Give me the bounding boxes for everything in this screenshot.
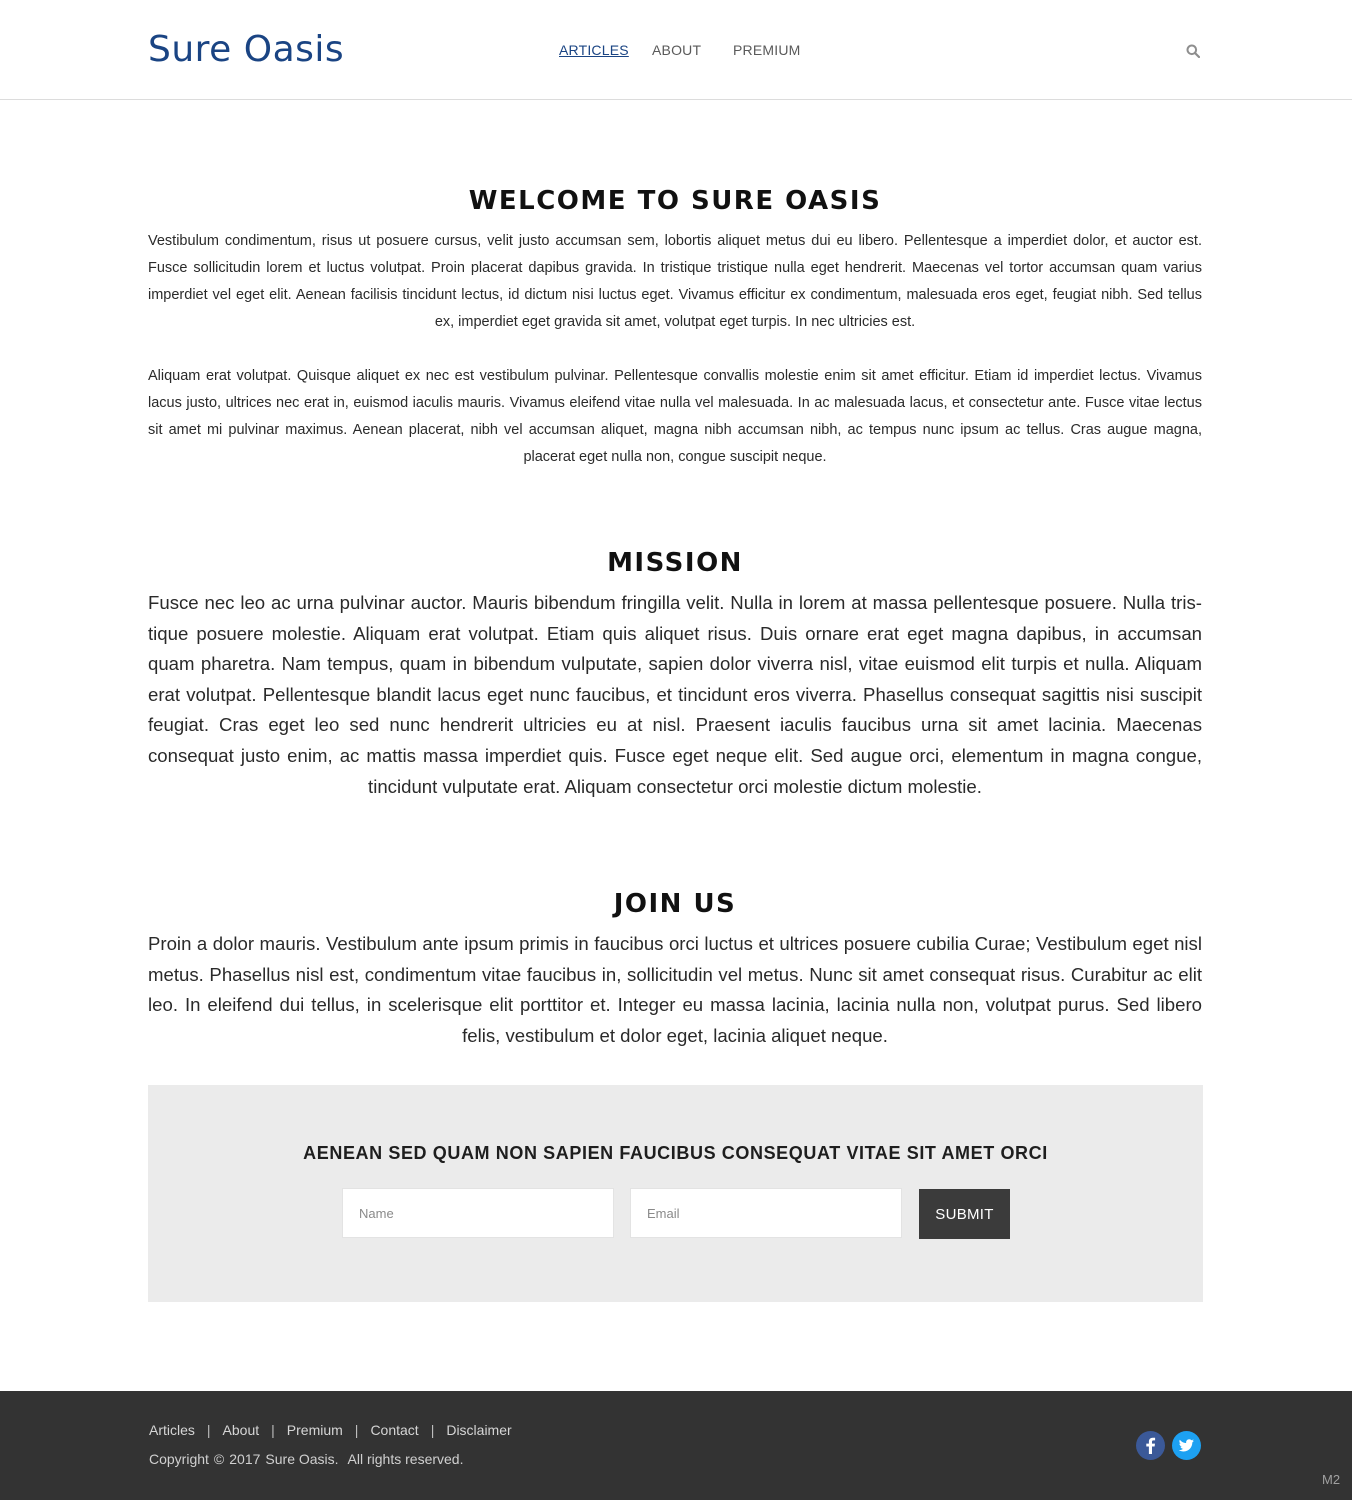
join-title: JOIN US — [613, 889, 737, 919]
footer-link-contact[interactable]: Contact — [370, 1422, 419, 1438]
search-icon[interactable] — [1186, 44, 1200, 58]
signup-panel — [148, 1085, 1203, 1302]
submit-button[interactable]: SUBMIT — [919, 1189, 1010, 1239]
footer-link-disclaimer[interactable]: Disclaimer — [446, 1422, 512, 1438]
mission-title: MISSION — [607, 548, 743, 578]
join-paragraph: Proin a dolor mauris. Vestibulum ante ipsum primis in faucibus orci luctus et ultrices posuere cubilia Curae; Vestibulum eget nisl metus. Phasellus nisl est, condimentum vitae faucibus in, sollicitudin vel metus. Nunc sit amet consequat risus. Curabitur ac elit leo. In eleifend dui tellus, in scelerisque elit porttitor et. Integer eu massa lacinia, lacinia nulla non, volutpat purus. Sed libero felis, vestibulum et dolor eget, lacinia aliquet neque. — [148, 933, 1202, 1046]
copyright-year: 2017 — [229, 1451, 261, 1467]
signup-title: AENEAN SED QUAM NON SAPIEN FAUCIBUS CONSEQUAT VITAE SIT AMET ORCI — [303, 1143, 1048, 1163]
main-nav — [0, 42, 1352, 60]
email-input[interactable] — [630, 1188, 902, 1238]
footer-link-about[interactable]: About — [222, 1422, 260, 1438]
nav-item-articles[interactable]: ARTICLES — [559, 42, 629, 58]
footer-link-premium[interactable]: Premium — [286, 1422, 343, 1438]
welcome-paragraph-1: Vestibulum condimentum, risus ut posuere cursus, velit justo accumsan sem, lobortis aliquet metus dui eu libero. Pellentesque a imperdiet dolor, et auctor est. Fusce sollicitudin lorem et luctus volutpat. Proin placerat dapibus gravida. In tristique tristique nulla eget hendrerit. Maecenas vel tortor accumsan quam varius imperdiet vel eget elit. Aenean facilisis tincidunt lectus, id dictum nisi luctus eget. Vivamus efficitur ex condimentum, malesuada eros eget, feugiat nibh. Sed tellus ex, imperdiet eget gravida sit amet, volutpat eget turpis. In nec ultricies est. — [148, 233, 1202, 330]
nav-item-about[interactable]: ABOUT — [652, 42, 702, 58]
twitter-icon[interactable] — [1172, 1431, 1201, 1460]
copyright-owner: Sure Oasis. — [265, 1451, 339, 1467]
facebook-icon[interactable] — [1136, 1431, 1165, 1460]
copyright-symbol: © — [213, 1451, 225, 1467]
site-header — [0, 0, 1352, 100]
footer-separator: | — [354, 1422, 359, 1438]
footer-separator: | — [430, 1422, 435, 1438]
site-logo[interactable]: Sure Oasis — [148, 29, 345, 70]
welcome-paragraph-2: Aliquam erat volutpat. Quisque aliquet ex nec est vestibulum pulvinar. Pellentesque convallis molestie enim sit amet efficitur. Etiam id imperdiet lectus. Vivamus lacus justo, ultrices nec erat in, euismod iaculis mauris. Vivamus eleifend vitae nulla vel malesuada. In ac malesuada lacus, et consectetur ante. Fusce vitae lectus sit amet mi pulvinar maximus. Aenean placerat, nibh vel accumsan aliquet, magna nibh accumsan nibh, ac tempus nunc ipsum ac tellus. Cras augue magna, placerat eget nulla non, congue suscipit neque. — [148, 368, 1202, 465]
version-label: M2 — [1322, 1472, 1341, 1487]
footer-separator: | — [206, 1422, 211, 1438]
footer-link-articles[interactable]: Articles — [149, 1422, 195, 1438]
name-input[interactable] — [342, 1188, 614, 1238]
footer-links — [149, 1422, 512, 1438]
welcome-title: WELCOME TO SURE OASIS — [468, 186, 882, 216]
nav-item-premium[interactable]: PREMIUM — [733, 42, 801, 58]
copyright-rights: All rights reserved. — [347, 1451, 464, 1467]
site-footer — [0, 1391, 1352, 1500]
footer-separator: | — [271, 1422, 275, 1438]
copyright-label: Copyright — [149, 1451, 209, 1467]
mission-paragraph: Fusce nec leo ac urna pulvinar auctor. Mauris bibendum fringilla velit. Nulla in lorem at massa pellentesque posuere. Nulla tristique posuere molestie. Aliquam erat volutpat. Etiam quis aliquet risus. Duis ornare erat eget magna dapibus, in accumsan quam pharetra. Nam tempus, quam in bibendum vulputate, sapien dolor viverra nisl, vitae euismod elit turpis et nulla. Aliquam erat volutpat. Pellentesque blandit lacus eget nunc faucibus, et tincidunt eros viverra. Phasellus consequat sagittis nisi suscipit feugiat. Cras eget leo sed nunc hendrerit ultricies eu at nisl. Praesent iaculis faucibus urna sit amet lacinia. Maecenas consequat justo enim, ac mattis massa imperdiet quis. Fusce eget neque elit. Sed augue orci, elementum in magna congue, tincidunt vulputate erat. Aliquam consectetur orci molestie dictum molestie. — [148, 592, 1202, 797]
copyright-text — [149, 1451, 468, 1467]
